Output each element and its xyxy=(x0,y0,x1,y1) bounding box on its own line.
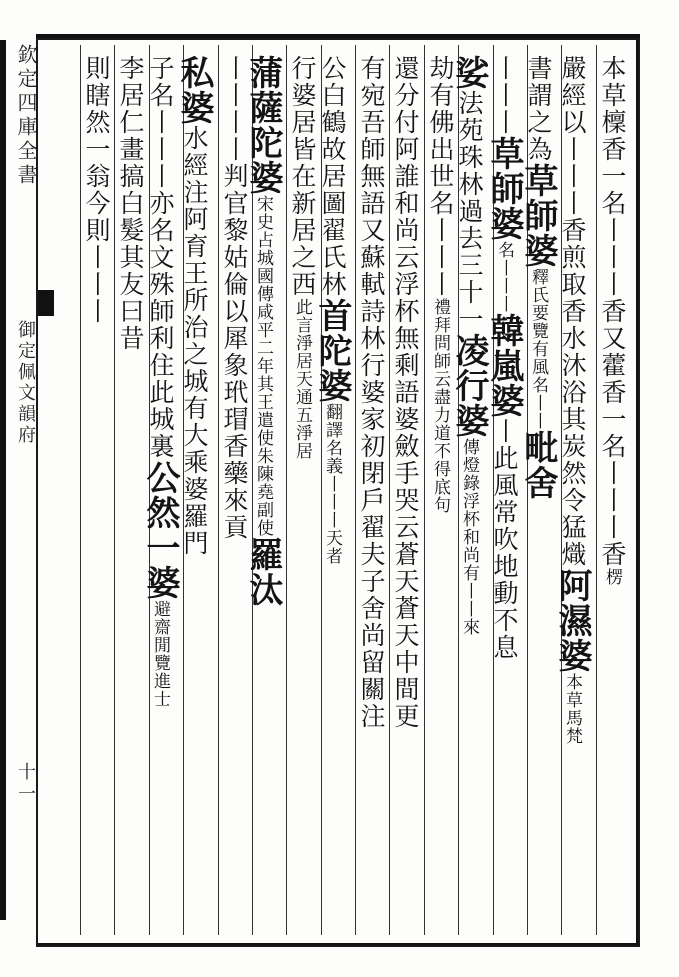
text-column xyxy=(518,55,559,935)
body-text: 丨丨丨 xyxy=(490,55,519,136)
annotation: 楞 xyxy=(602,568,622,586)
text-column xyxy=(288,55,318,935)
body-text: 還分付阿誰和尚云浮杯無剩語婆斂手哭云蒼天蒼天中間更 xyxy=(391,55,420,730)
body-text: 水經注阿育王所治之城有大乘婆羅門 xyxy=(180,125,209,557)
text-column xyxy=(82,55,112,935)
text-column xyxy=(116,55,146,935)
text-column xyxy=(598,55,628,935)
headword: 首陀婆 xyxy=(312,298,352,403)
annotation: 禮拜問師云盡力道不得底句 xyxy=(430,298,450,514)
book-title: 欽定四庫全書 xyxy=(14,44,38,188)
headword: 草師婆 xyxy=(518,163,558,268)
annotation: 宋史占城國傳咸平二年其王遣使朱陳堯副使 xyxy=(253,195,273,537)
annotation: 傳燈錄浮杯和尚有丨丨來 xyxy=(459,438,479,636)
body-text: 李居仁畫搞白髮其友曰昔 xyxy=(116,55,145,352)
headword: 私婆 xyxy=(174,55,214,125)
body-text: 本草檁香一名丨丨丨香又藿香一名丨丨丨香 xyxy=(598,55,627,568)
left-edge-mark xyxy=(0,40,6,920)
annotation: 名丨丨丨 xyxy=(494,241,514,313)
body-text: 丨丨丨丨判官黎姑倫以犀象玳瑁香藥來貢 xyxy=(220,55,249,541)
annotation: 避齋閒覽進士 xyxy=(150,600,170,708)
headword: 公然一婆 xyxy=(140,460,180,600)
body-text: 劫有佛出世名丨丨丨 xyxy=(426,55,455,298)
body-text: 丨此風常吹地動不息 xyxy=(490,418,519,661)
text-column xyxy=(449,55,490,935)
body-text: 法苑珠林過去三十一 xyxy=(455,90,484,333)
headword: 草師婆 xyxy=(484,136,524,241)
annotation: 此言淨居天通五淨居 xyxy=(292,298,312,460)
body-text: 行婆居皆在新居之西 xyxy=(288,55,317,298)
headword: 蒲薩陀婆 xyxy=(243,55,283,195)
headword: 毗舍 xyxy=(518,430,558,500)
headword: 娑 xyxy=(449,55,489,90)
text-column xyxy=(140,55,181,935)
headword: 阿濕婆 xyxy=(552,568,592,673)
headword: 凌行婆 xyxy=(449,333,489,438)
headword: 羅汰 xyxy=(243,537,283,607)
text-column xyxy=(174,55,215,935)
page-number: 十一 xyxy=(15,762,36,806)
text-column xyxy=(552,55,593,935)
text-column xyxy=(426,55,456,935)
fishtail-mark xyxy=(38,290,54,316)
text-column xyxy=(357,55,387,935)
body-text: 有宛吾師無語又蘇軾詩林行婆家初閉戶翟夫子舍尚留關注 xyxy=(357,55,386,730)
text-column xyxy=(312,55,353,935)
text-column xyxy=(243,55,284,935)
text-column xyxy=(220,55,250,935)
text-column xyxy=(484,55,525,935)
body-text: 子名丨丨丨亦名文殊師利住此城裏 xyxy=(146,55,175,460)
text-column xyxy=(391,55,421,935)
volume-title: 御定佩文韻府 xyxy=(15,320,36,446)
body-text: 則瞎然一翁今則丨丨丨 xyxy=(82,55,111,325)
annotation: 翻譯名義丨丨丨天者 xyxy=(322,403,342,565)
headword: 韓嵐婆 xyxy=(484,313,524,418)
body-text: 嚴經以丨丨丨香煎取香水沐浴其炭然令猛熾 xyxy=(558,55,587,568)
body-text: 公白鶴故居圖翟氏林 xyxy=(318,55,347,298)
annotation: 釋氏要覽有風名丨丨 xyxy=(528,268,548,430)
body-text: 書謂之為 xyxy=(524,55,553,163)
annotation: 本草馬梵 xyxy=(562,673,582,745)
